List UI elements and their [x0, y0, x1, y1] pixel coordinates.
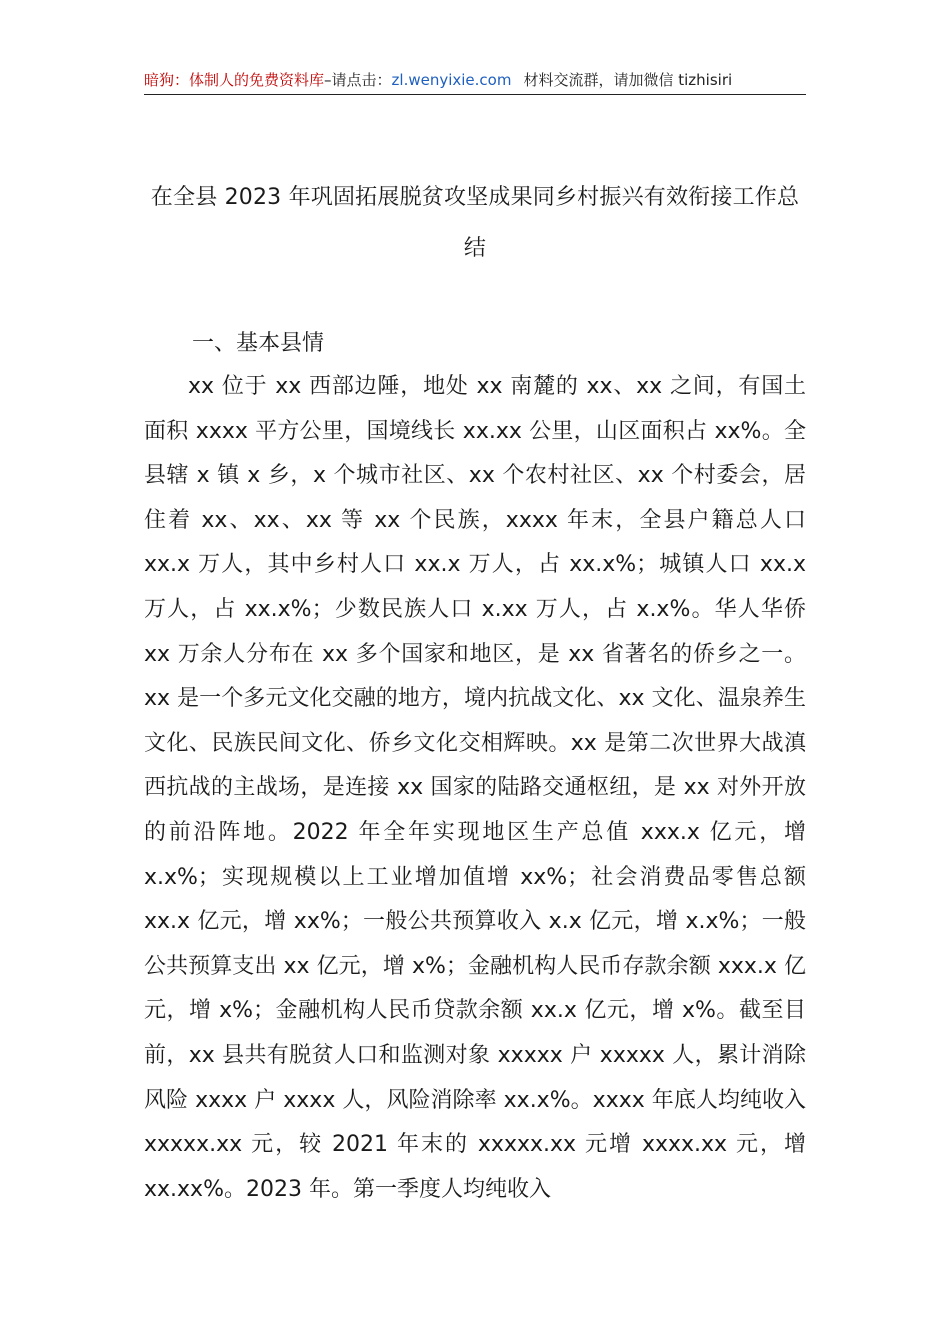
body-paragraph: xx 位于 xx 西部边陲，地处 xx 南麓的 xx、xx 之间，有国土面积 xxxx 平方公里，国境线长 xx.xx 公里，山区面积占 xx%。全县辖 x 镇 x 乡，x 个城市社区、xx 个农村社区、xx 个村委会，居住着 xx、xx、xx 等 xx 个民族，xxxx 年末，全县户籍总人口 xx.x 万人，其中乡村人口 xx.x 万人，占 xx.x%；城镇人口 xx.x 万人，占 xx.x%；少数民族人口 x.xx 万人，占 x.x%。华人华侨 xx 万余人分布在 xx 多个国家和地区，是 xx 省著名的侨乡之一。xx 是一个多元文化交融的地方，境内抗战文化、xx 文化、温泉养生文化、民族民间文化、侨乡文化交相辉映。xx 是第二次世界大战滇西抗战的主战场，是连接 xx 国家的陆路交通枢纽，是 xx 对外开放的前沿阵地。2022 年全年实现地区生产总值 xxx.x 亿元，增 x.x%；实现规模以上工业增加值增 xx%；社会消费品零售总额 xx.x 亿元，增 xx%；一般公共预算收入 x.x 亿元，增 x.x%；一般公共预算支出 xx 亿元，增 x%；金融机构人民币存款余额 xxx.x 亿元，增 x%；金融机构人民币贷款余额 xx.x 亿元，增 x%。截至目前，xx 县共有脱贫人口和监测对象 xxxxx 户 xxxxx 人，累计消除风险 xxxx 户 xxxx 人，风险消除率 xx.x%。xxxx 年底人均纯收入 xxxxx.xx 元，较 2021 年末的 xxxxx.xx 元增 xxxx.xx 元，增 xx.xx%。2023 年。第一季度人均纯收入	[144, 374, 806, 1202]
document-title: 在全县 2023 年巩固拓展脱贫攻坚成果同乡村振兴有效衔接工作总结	[150, 185, 800, 261]
section-heading: 一、基本县情	[192, 331, 325, 356]
header-group-info: 材料交流群，请加微信 tizhisiri	[523, 71, 733, 89]
header-brand: 暗狗：体制人的免费资料库	[144, 71, 325, 89]
header-prompt: –请点击：	[324, 71, 392, 89]
page-header	[144, 66, 806, 95]
header-link[interactable]: zl.wenyixie.com	[391, 71, 512, 89]
